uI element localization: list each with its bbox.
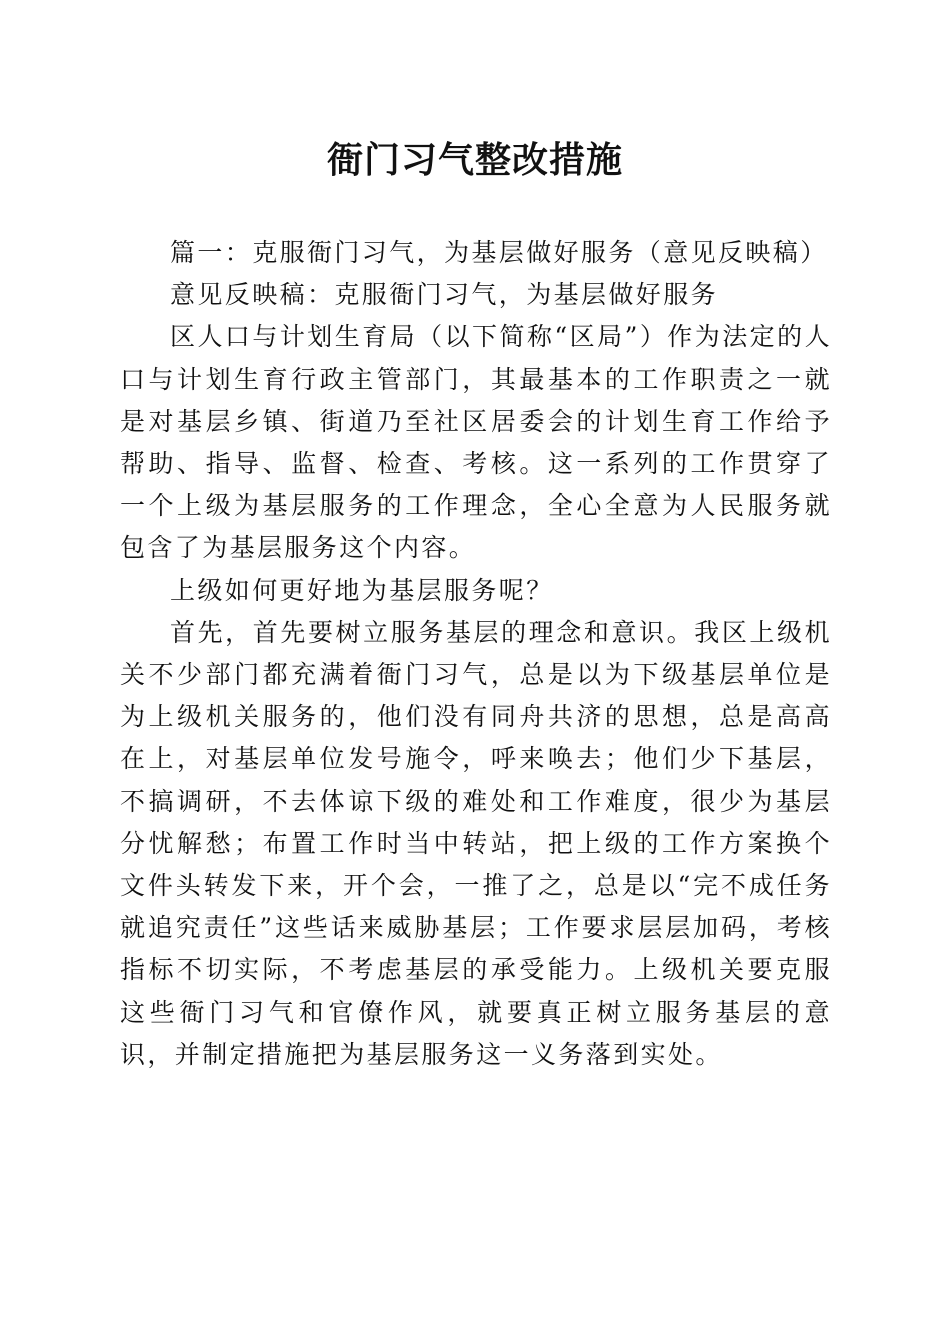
paragraph-subheading: 意见反映稿：克服衙门习气，为基层做好服务 xyxy=(170,280,719,310)
document-title: 衙门习气整改措施 xyxy=(326,139,623,181)
paragraph-heading: 篇一：克服衙门习气，为基层做好服务（意见反映稿） xyxy=(170,238,828,267)
paragraph-question: 上级如何更好地为基层服务呢？ xyxy=(170,575,554,605)
paragraph-intro: 区人口与计划生育局（以下简称“区局”）作为法定的人口与计划生育行政主管部门，其最基本的工作职责之一就是对基层乡镇、街道乃至社区居委会的计划生育工作给予帮助、指导、监督、检查、考核。这一系列的工作贯穿了一个上级为基层服务的工作理念，全心全意为人民服务就包含了为基层服务这个内容。 xyxy=(120,322,832,563)
document-body xyxy=(120,232,832,1076)
paragraph-first-point: 首先，首先要树立服务基层的理念和意识。我区上级机关不少部门都充满着衙门习气，总是以为下级基层单位是为上级机关服务的，他们没有同舟共济的思想，总是高高在上，对基层单位发号施令，呼来唤去；他们少下基层，不搞调研，不去体谅下级的难处和工作难度，很少为基层分忧解愁；布置工作时当中转站，把上级的工作方案换个文件头转发下来，开个会，一推了之，总是以“完不成任务就追究责任”这些话来威胁基层；工作要求层层加码，考核指标不切实际，不考虑基层的承受能力。上级机关要克服这些衙门习气和官僚作风，就要真正树立服务基层的意识，并制定措施把为基层服务这一义务落到实处。 xyxy=(120,617,832,1069)
